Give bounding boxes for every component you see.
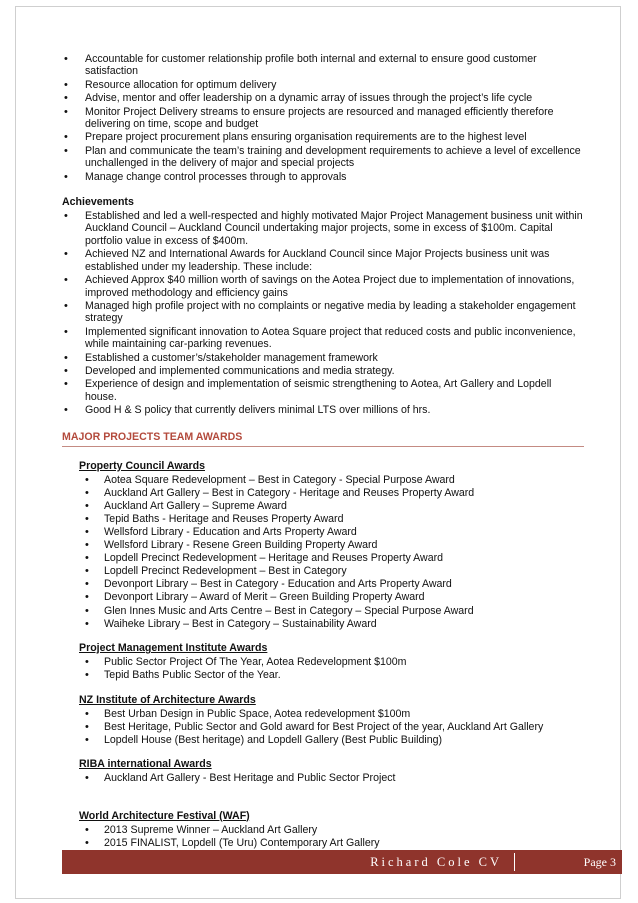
award-item: • Waiheke Library – Best in Category – Sustainability Award: [79, 618, 584, 630]
award-item: • 2015 FINALIST, Lopdell (Te Uru) Contemporary Art Gallery: [79, 837, 584, 849]
award-item: • Public Sector Project Of The Year, Aotea Redevelopment $100m: [79, 656, 584, 668]
award-group-title: RIBA international Awards: [79, 758, 212, 771]
award-group-title: Property Council Awards: [79, 459, 205, 472]
achievement-item: • Achieved NZ and International Awards for Auckland Council since Major Projects business unit was established under my leadership. These include:: [62, 248, 584, 273]
achievement-item: • Experience of design and implementation of seismic strengthening to Aotea, Art Gallery and Lopdell house.: [62, 378, 584, 403]
award-item: • Auckland Art Gallery - Best Heritage and Public Sector Project: [79, 772, 584, 784]
responsibility-item: • Monitor Project Delivery streams to ensure projects are resourced and managed efficiently therefore delivering on time, scope and budget: [62, 106, 584, 131]
award-item: • Auckland Art Gallery – Best in Category - Heritage and Reuses Property Award: [79, 487, 584, 499]
responsibility-item: • Plan and communicate the team’s training and development requirements to achieve a level of excellence unchallenged in the delivery of major and special projects: [62, 145, 584, 170]
award-item: • Lopdell House (Best heritage) and Lopdell Gallery (Best Public Building): [79, 734, 584, 746]
award-item: • Best Urban Design in Public Space, Aotea redevelopment $100m: [79, 708, 584, 720]
achievement-item: • Implemented significant innovation to Aotea Square project that reduced costs and public inconvenience, while maintaining car-parking revenues.: [62, 326, 584, 351]
footer-divider: [514, 853, 515, 871]
award-group-title: World Architecture Festival (WAF): [79, 809, 250, 822]
award-item: • 2013 Supreme Winner – Auckland Art Gallery: [79, 824, 584, 836]
award-item: • Glen Innes Music and Arts Centre – Best in Category – Special Purpose Award: [79, 605, 584, 617]
achievements-heading: Achievements: [62, 196, 134, 209]
award-list: [79, 708, 584, 747]
responsibilities-list: [62, 53, 584, 183]
achievement-item: • Achieved Approx $40 million worth of savings on the Aotea Project due to implementation of innovations, improved methodology and efficiency gains: [62, 274, 584, 299]
award-group-title: NZ Institute of Architecture Awards: [79, 693, 256, 706]
award-item: • Lopdell Precinct Redevelopment – Best in Category: [79, 565, 584, 577]
award-item: • Wellsford Library - Resene Green Building Property Award: [79, 539, 584, 551]
page-number: Page 3: [583, 855, 616, 869]
award-group-title: Project Management Institute Awards: [79, 642, 268, 654]
page-footer: [62, 850, 622, 874]
cv-content: [62, 53, 584, 863]
award-item: • Lopdell Precinct Redevelopment – Heritage and Reuses Property Award: [79, 552, 584, 564]
achievement-item: • Managed high profile project with no complaints or negative media by leading a stakeholder engagement strategy: [62, 300, 584, 325]
footer-title: Richard Cole CV: [370, 855, 502, 869]
achievement-item: • Established and led a well-respected and highly motivated Major Project Management business unit within Auckland Council – Auckland Council undertaking major projects, some in excess of $100m. Capital portfolio value in excess of $400m.: [62, 210, 584, 247]
responsibility-item: • Manage change control processes through to approvals: [62, 171, 584, 183]
award-list: [79, 772, 584, 784]
major-awards-heading: MAJOR PROJECTS TEAM AWARDS: [62, 431, 584, 447]
award-list: [79, 656, 584, 682]
award-item: • Wellsford Library - Education and Arts Property Award: [79, 526, 584, 538]
award-item: • Best Heritage, Public Sector and Gold award for Best Project of the year, Auckland Art Gallery: [79, 721, 584, 733]
achievements-list: [62, 210, 584, 417]
award-item: • Devonport Library – Award of Merit – Green Building Property Award: [79, 591, 584, 603]
responsibility-item: • Prepare project procurement plans ensuring organisation requirements are to the highest level: [62, 131, 584, 143]
responsibility-item: • Advise, mentor and offer leadership on a dynamic array of issues through the project’s life cycle: [62, 92, 584, 104]
achievement-item: • Established a customer’s/stakeholder management framework: [62, 352, 584, 364]
award-item: • Aotea Square Redevelopment – Best in Category - Special Purpose Award: [79, 474, 584, 486]
responsibility-item: • Resource allocation for optimum delivery: [62, 79, 584, 91]
award-item: • Tepid Baths - Heritage and Reuses Property Award: [79, 513, 584, 525]
responsibility-item: • Accountable for customer relationship profile both internal and external to ensure good customer satisfaction: [62, 53, 584, 78]
award-item: • Tepid Baths Public Sector of the Year.: [79, 669, 584, 681]
award-list: [79, 474, 584, 630]
award-item: • Auckland Art Gallery – Supreme Award: [79, 500, 584, 512]
achievement-item: • Developed and implemented communications and media strategy.: [62, 365, 584, 377]
award-item: • Devonport Library – Best in Category - Education and Arts Property Award: [79, 578, 584, 590]
achievement-item: • Good H & S policy that currently delivers minimal LTS over millions of hrs.: [62, 404, 584, 416]
